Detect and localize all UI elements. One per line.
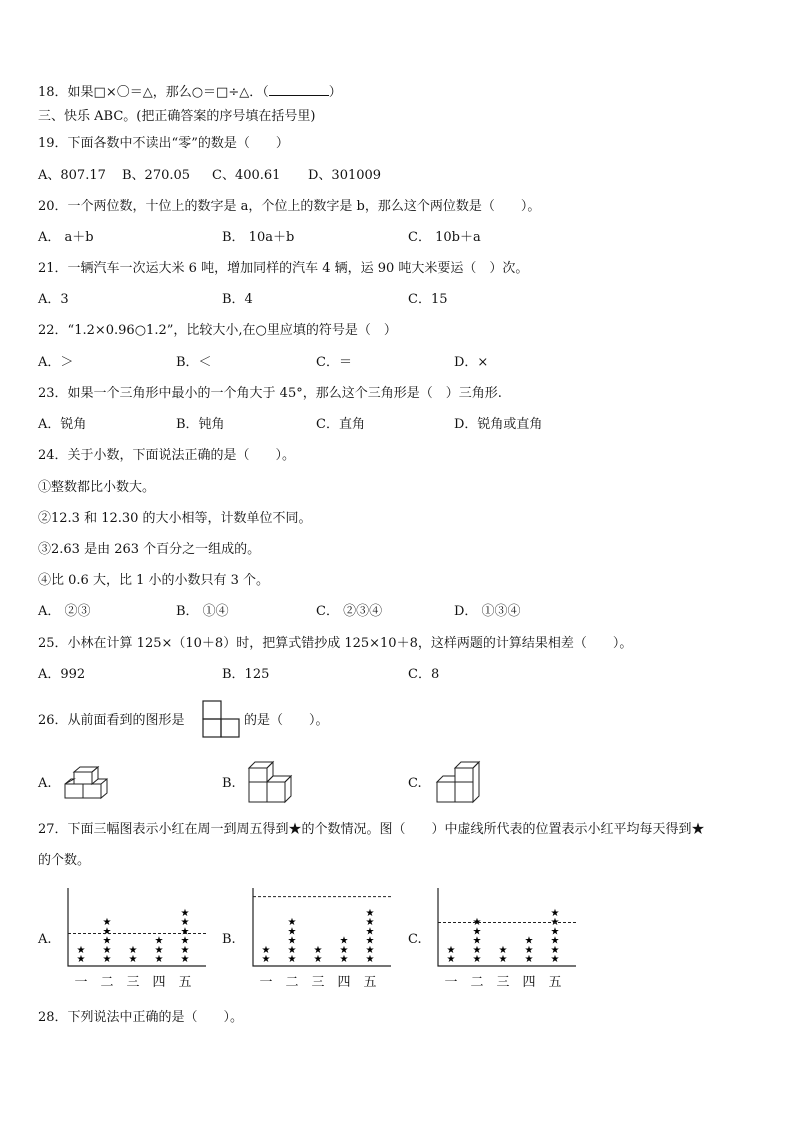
star-mark: ★ xyxy=(524,935,534,947)
q25-option-c[interactable]: C．8 xyxy=(408,667,440,682)
star-mark: ★ xyxy=(287,917,297,929)
star-mark: ★ xyxy=(180,954,190,965)
star-mark: ★ xyxy=(154,954,164,965)
q27-chart-c xyxy=(434,888,582,990)
star-mark: ★ xyxy=(498,954,508,965)
star-mark: ★ xyxy=(472,944,482,956)
star-mark: ★ xyxy=(472,935,482,947)
star-mark: ★ xyxy=(313,944,323,956)
star-mark: ★ xyxy=(287,935,297,947)
q22-option-d[interactable]: D．× xyxy=(454,355,489,370)
day-label: 五 xyxy=(363,975,377,990)
q25-option-a[interactable]: A．992 xyxy=(38,667,86,682)
q20-option-a[interactable]: A． a＋b xyxy=(38,230,94,245)
q19-text: 19．下面各数中不读出“零”的数是（ ） xyxy=(38,136,289,151)
star-mark: ★ xyxy=(472,917,482,929)
section-3-heading: 三、快乐 ABC。(把正确答案的序号填在括号里) xyxy=(38,109,316,124)
q20-option-c[interactable]: C． 10b＋a xyxy=(408,230,481,245)
q22-text: 22．“1.2×0.96○1.2”，比较大小,在○里应填的符号是（ ） xyxy=(38,323,397,338)
day-label: 一 xyxy=(259,975,273,990)
star-mark: ★ xyxy=(102,926,112,938)
q18-text xyxy=(38,83,342,101)
q22-option-b[interactable]: B．＜ xyxy=(176,355,212,370)
day-label: 二 xyxy=(100,975,114,990)
q22-option-c[interactable]: C．＝ xyxy=(316,355,352,370)
q27-chart-a xyxy=(64,888,212,990)
star-mark: ★ xyxy=(180,908,190,919)
q21-text: 21．一辆汽车一次运大米 6 吨，增加同样的汽车 4 辆，运 90 吨大米要运（ ）次。 xyxy=(38,261,529,276)
day-label: 一 xyxy=(444,975,458,990)
q26-option-c-figure xyxy=(434,760,482,804)
day-label: 三 xyxy=(496,975,510,990)
q27-chart-b xyxy=(249,888,397,990)
q27-text-line1: 27．下面三幅图表示小红在周一到周五得到★的个数情况。图（ ）中虚线所代表的位置表示小红平均每天得到★ xyxy=(38,822,705,837)
q27-option-a[interactable]: A. xyxy=(38,932,52,947)
star-mark: ★ xyxy=(261,954,271,965)
star-mark: ★ xyxy=(287,926,297,938)
q19-option-b[interactable]: B、270.05 xyxy=(122,168,191,183)
star-mark: ★ xyxy=(102,917,112,929)
star-mark: ★ xyxy=(180,935,190,947)
q26-option-a[interactable]: A. xyxy=(38,776,52,791)
q25-option-b[interactable]: B．125 xyxy=(222,667,270,682)
star-mark: ★ xyxy=(550,926,560,938)
q23-option-b[interactable]: B．钝角 xyxy=(176,417,225,432)
q21-option-b[interactable]: B．4 xyxy=(222,292,253,307)
star-mark: ★ xyxy=(365,908,375,919)
day-label: 二 xyxy=(470,975,484,990)
q26-option-a-figure xyxy=(62,766,110,800)
q20-option-b[interactable]: B． 10a＋b xyxy=(222,230,295,245)
q26-option-c[interactable]: C. xyxy=(408,776,422,791)
day-label: 四 xyxy=(522,975,536,990)
star-mark: ★ xyxy=(446,944,456,956)
star-mark: ★ xyxy=(154,935,164,947)
star-mark: ★ xyxy=(550,935,560,947)
q25-text: 25．小林在计算 125×（10＋8）时，把算式错抄成 125×10＋8，这样两题的计算结果相差（ ）。 xyxy=(38,636,633,651)
q28-text: 28．下列说法中正确的是（ ）。 xyxy=(38,1010,244,1025)
day-label: 三 xyxy=(311,975,325,990)
q23-option-a[interactable]: A．锐角 xyxy=(38,417,87,432)
q18-part1: 18．如果□×〇＝△，那么○＝□÷△．（ xyxy=(38,85,269,100)
q24-statement-3: ③2.63 是由 263 个百分之一组成的。 xyxy=(38,542,261,557)
star-mark: ★ xyxy=(128,954,138,965)
q27-option-c[interactable]: C. xyxy=(408,932,422,947)
q24-option-b[interactable]: B． ①④ xyxy=(176,604,229,619)
q23-option-c[interactable]: C．直角 xyxy=(316,417,365,432)
star-mark: ★ xyxy=(76,944,86,956)
q26-option-b-figure xyxy=(246,760,294,804)
star-mark: ★ xyxy=(498,944,508,956)
day-label: 三 xyxy=(126,975,140,990)
day-label: 五 xyxy=(178,975,192,990)
star-mark: ★ xyxy=(128,944,138,956)
star-mark: ★ xyxy=(550,944,560,956)
q24-option-a[interactable]: A． ②③ xyxy=(38,604,91,619)
star-mark: ★ xyxy=(287,944,297,956)
star-mark: ★ xyxy=(365,954,375,965)
star-mark: ★ xyxy=(154,944,164,956)
star-mark: ★ xyxy=(261,944,271,956)
star-mark: ★ xyxy=(550,954,560,965)
star-mark: ★ xyxy=(365,917,375,929)
day-label: 二 xyxy=(285,975,299,990)
star-mark: ★ xyxy=(180,917,190,929)
star-mark: ★ xyxy=(287,954,297,965)
q27-option-b[interactable]: B. xyxy=(222,932,236,947)
star-mark: ★ xyxy=(365,944,375,956)
star-mark: ★ xyxy=(472,954,482,965)
q19-option-a[interactable]: A、807.17 xyxy=(38,168,106,183)
q26-text-after: 的是（ ）。 xyxy=(244,713,329,728)
star-mark: ★ xyxy=(524,944,534,956)
q26-option-b[interactable]: B. xyxy=(222,776,236,791)
star-mark: ★ xyxy=(550,917,560,929)
star-mark: ★ xyxy=(102,935,112,947)
star-mark: ★ xyxy=(365,935,375,947)
q26-text-before: 26．从前面看到的图形是 xyxy=(38,713,185,728)
star-mark: ★ xyxy=(550,908,560,919)
q19-option-d[interactable]: D、301009 xyxy=(308,168,382,183)
star-mark: ★ xyxy=(339,954,349,965)
star-mark: ★ xyxy=(180,926,190,938)
q23-option-d[interactable]: D．锐角或直角 xyxy=(454,417,543,432)
q21-option-a[interactable]: A．3 xyxy=(38,292,69,307)
star-mark: ★ xyxy=(365,926,375,938)
star-mark: ★ xyxy=(524,954,534,965)
q27-text-line2: 的个数。 xyxy=(38,853,91,868)
star-mark: ★ xyxy=(76,954,86,965)
day-label: 四 xyxy=(337,975,351,990)
q22-option-a[interactable]: A．＞ xyxy=(38,355,74,370)
star-mark: ★ xyxy=(180,944,190,956)
q18-close: ） xyxy=(328,85,342,100)
q24-statement-2: ②12.3 和 12.30 的大小相等，计数单位不同。 xyxy=(38,511,312,526)
q19-option-c[interactable]: C、400.61 xyxy=(212,168,281,183)
q21-option-c[interactable]: C．15 xyxy=(408,292,448,307)
star-mark: ★ xyxy=(339,935,349,947)
q26-front-view-figure xyxy=(202,700,242,740)
q24-statement-1: ①整数都比小数大。 xyxy=(38,480,156,495)
q23-text: 23．如果一个三角形中最小的一个角大于 45°，那么这个三角形是（ ）三角形. xyxy=(38,386,502,401)
day-label: 四 xyxy=(152,975,166,990)
q18-blank[interactable] xyxy=(269,83,329,96)
q24-option-d[interactable]: D． ①③④ xyxy=(454,604,521,619)
q24-option-c[interactable]: C． ②③④ xyxy=(316,604,383,619)
star-mark: ★ xyxy=(472,926,482,938)
q24-statement-4: ④比 0.6 大，比 1 小的小数只有 3 个。 xyxy=(38,573,270,588)
star-mark: ★ xyxy=(102,954,112,965)
day-label: 一 xyxy=(74,975,88,990)
star-mark: ★ xyxy=(339,944,349,956)
star-mark: ★ xyxy=(102,944,112,956)
day-label: 五 xyxy=(548,975,562,990)
q24-text: 24．关于小数，下面说法正确的是（ ）。 xyxy=(38,448,296,463)
q20-text: 20．一个两位数，十位上的数字是 a，个位上的数字是 b，那么这个两位数是（ ）。 xyxy=(38,199,541,214)
star-mark: ★ xyxy=(446,954,456,965)
star-mark: ★ xyxy=(313,954,323,965)
